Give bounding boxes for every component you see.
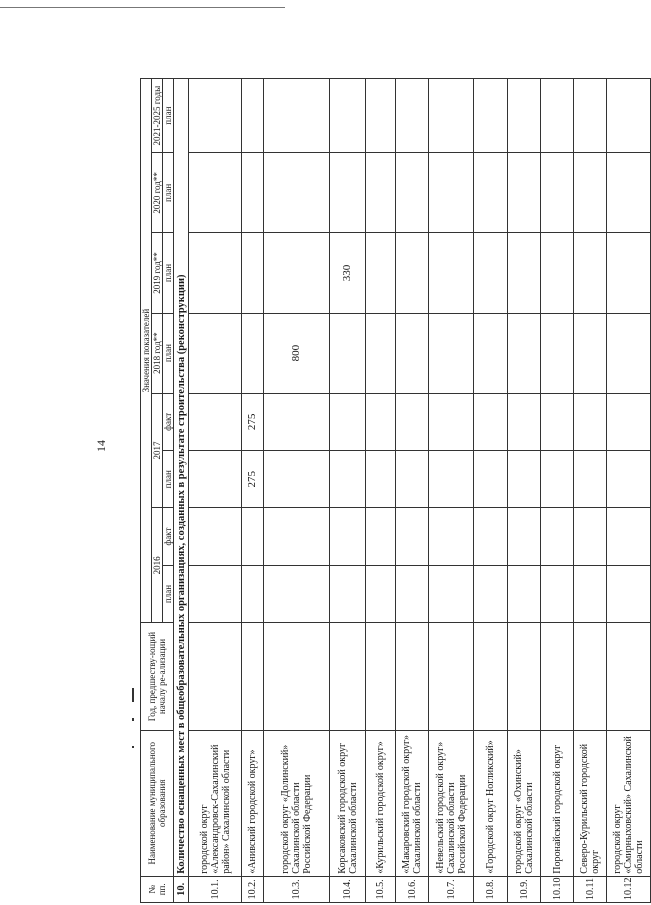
cell-2017-plan bbox=[366, 451, 396, 508]
cell-2017-plan bbox=[508, 451, 541, 508]
cell-2016-plan bbox=[607, 565, 651, 622]
row-number: 10.12 bbox=[607, 876, 651, 902]
cell-2016-plan bbox=[574, 565, 607, 622]
row-municipality: городской округ «Смирныховский» Сахалинской области bbox=[607, 730, 651, 876]
table-row bbox=[330, 79, 366, 903]
header-plan: план bbox=[163, 79, 174, 153]
cell-2017-plan bbox=[189, 451, 242, 508]
cell-2020-plan bbox=[541, 153, 574, 233]
row-municipality: городской округ «Долинский» Сахалинской области Российской Федерации bbox=[264, 730, 330, 876]
cell-base-year bbox=[396, 623, 429, 731]
row-municipality: Поронайский городской округ bbox=[541, 730, 574, 876]
cell-2019-plan bbox=[474, 233, 508, 313]
row-municipality: Корсаковский городской округ Сахалинской области bbox=[330, 730, 366, 876]
header-years-2021-2025: 2021-2025 годы bbox=[152, 79, 163, 153]
cell-2017-fact bbox=[508, 393, 541, 450]
cell-2020-plan bbox=[396, 153, 429, 233]
cell-2020-plan bbox=[607, 153, 651, 233]
cell-2019-plan bbox=[264, 233, 330, 313]
header-fact: факт bbox=[163, 508, 174, 565]
margin-mark bbox=[132, 688, 134, 702]
table-row bbox=[242, 79, 264, 903]
cell-2016-fact bbox=[264, 508, 330, 565]
row-municipality: «Анивский городской округ» bbox=[242, 730, 264, 876]
cell-2017-fact bbox=[429, 393, 474, 450]
header-year-2020: 2020 год** bbox=[152, 153, 163, 233]
cell-2016-fact bbox=[330, 508, 366, 565]
cell-2016-fact bbox=[474, 508, 508, 565]
cell-2018-plan bbox=[396, 313, 429, 393]
cell-base-year bbox=[330, 623, 366, 731]
cell-base-year bbox=[242, 623, 264, 731]
cell-2017-fact bbox=[264, 393, 330, 450]
cell-2021-2025-plan bbox=[508, 79, 541, 153]
cell-base-year bbox=[474, 623, 508, 731]
cell-2018-plan bbox=[508, 313, 541, 393]
cell-2019-plan bbox=[242, 233, 264, 313]
cell-2021-2025-plan bbox=[574, 79, 607, 153]
margin-mark bbox=[132, 718, 134, 721]
table-row bbox=[541, 79, 574, 903]
cell-2017-plan bbox=[607, 451, 651, 508]
cell-2018-plan bbox=[574, 313, 607, 393]
table-row bbox=[366, 79, 396, 903]
cell-2021-2025-plan bbox=[607, 79, 651, 153]
cell-2021-2025-plan bbox=[189, 79, 242, 153]
cell-2020-plan bbox=[242, 153, 264, 233]
table-row bbox=[607, 79, 651, 903]
cell-2017-fact bbox=[574, 393, 607, 450]
cell-base-year bbox=[541, 623, 574, 731]
header-municipality: Наименование муниципального образования bbox=[141, 730, 174, 876]
cell-2016-plan bbox=[242, 565, 264, 622]
cell-2018-plan bbox=[607, 313, 651, 393]
cell-2021-2025-plan bbox=[541, 79, 574, 153]
cell-2016-plan bbox=[264, 565, 330, 622]
cell-2016-plan bbox=[541, 565, 574, 622]
cell-base-year bbox=[429, 623, 474, 731]
cell-2019-plan bbox=[429, 233, 474, 313]
cell-2021-2025-plan bbox=[366, 79, 396, 153]
cell-2016-plan bbox=[396, 565, 429, 622]
cell-base-year bbox=[607, 623, 651, 731]
cell-2018-plan bbox=[474, 313, 508, 393]
table-row bbox=[396, 79, 429, 903]
cell-2017-plan bbox=[264, 451, 330, 508]
cell-2017-plan bbox=[396, 451, 429, 508]
table-row bbox=[189, 79, 242, 903]
row-municipality: «Макаровский городской округ» Сахалинской области bbox=[396, 730, 429, 876]
cell-2018-plan bbox=[330, 313, 366, 393]
header-base-year: Год, предшеству-ющий началу ре-ализации bbox=[141, 623, 174, 731]
row-number: 10.4. bbox=[330, 876, 366, 902]
header-year-2019: 2019 год** bbox=[152, 233, 163, 313]
row-number: 10.9. bbox=[508, 876, 541, 902]
cell-base-year bbox=[508, 623, 541, 731]
cell-2016-plan bbox=[429, 565, 474, 622]
cell-base-year bbox=[264, 623, 330, 731]
row-number: 10.10 bbox=[541, 876, 574, 902]
table-row bbox=[429, 79, 474, 903]
header-plan: план bbox=[163, 565, 174, 622]
section-row bbox=[174, 79, 189, 903]
cell-2018-plan bbox=[541, 313, 574, 393]
cell-2017-fact bbox=[189, 393, 242, 450]
cell-2016-fact bbox=[189, 508, 242, 565]
cell-base-year bbox=[574, 623, 607, 731]
cell-base-year bbox=[189, 623, 242, 731]
table-row bbox=[474, 79, 508, 903]
cell-2020-plan bbox=[330, 153, 366, 233]
cell-2019-plan bbox=[607, 233, 651, 313]
cell-2020-plan bbox=[189, 153, 242, 233]
header-plan: план bbox=[163, 153, 174, 233]
section-number: 10. bbox=[174, 876, 189, 902]
cell-2016-fact bbox=[242, 508, 264, 565]
cell-2019-plan bbox=[574, 233, 607, 313]
row-number: 10.3. bbox=[264, 876, 330, 902]
cell-2020-plan bbox=[574, 153, 607, 233]
table-row bbox=[264, 79, 330, 903]
row-number: 10.6. bbox=[396, 876, 429, 902]
cell-2018-plan bbox=[366, 313, 396, 393]
cell-2016-fact bbox=[508, 508, 541, 565]
cell-2021-2025-plan bbox=[242, 79, 264, 153]
cell-2018-plan: 800 bbox=[264, 313, 330, 393]
header-fact: факт bbox=[163, 393, 174, 450]
header-year-2018: 2018 год** bbox=[152, 313, 163, 393]
cell-2018-plan bbox=[242, 313, 264, 393]
cell-2016-fact bbox=[366, 508, 396, 565]
cell-2016-fact bbox=[396, 508, 429, 565]
cell-2021-2025-plan bbox=[474, 79, 508, 153]
cell-2021-2025-plan bbox=[429, 79, 474, 153]
cell-2017-plan bbox=[474, 451, 508, 508]
cell-2017-plan bbox=[330, 451, 366, 508]
table-row bbox=[574, 79, 607, 903]
row-number: 10.5. bbox=[366, 876, 396, 902]
cell-2016-fact bbox=[541, 508, 574, 565]
cell-2016-plan bbox=[508, 565, 541, 622]
row-municipality: Северо-Курильский городской округ bbox=[574, 730, 607, 876]
cell-2017-fact bbox=[541, 393, 574, 450]
margin-mark bbox=[132, 746, 134, 748]
cell-2016-plan bbox=[366, 565, 396, 622]
cell-2017-fact: 275 bbox=[242, 393, 264, 450]
cell-2017-fact bbox=[396, 393, 429, 450]
header-number: № пп. bbox=[141, 876, 174, 902]
cell-2017-fact bbox=[474, 393, 508, 450]
cell-2020-plan bbox=[429, 153, 474, 233]
rotated-table-sheet bbox=[140, 78, 645, 903]
row-number: 10.11 bbox=[574, 876, 607, 902]
cell-2021-2025-plan bbox=[264, 79, 330, 153]
cell-2018-plan bbox=[189, 313, 242, 393]
cell-2019-plan bbox=[508, 233, 541, 313]
cell-2017-plan bbox=[429, 451, 474, 508]
cell-2016-fact bbox=[574, 508, 607, 565]
cell-2019-plan: 330 bbox=[330, 233, 366, 313]
cell-2016-fact bbox=[429, 508, 474, 565]
cell-2020-plan bbox=[508, 153, 541, 233]
cell-2017-plan: 275 bbox=[242, 451, 264, 508]
header-year-2017: 2017 bbox=[152, 393, 163, 508]
row-municipality: «Городской округ Ногликский» bbox=[474, 730, 508, 876]
cell-2021-2025-plan bbox=[330, 79, 366, 153]
cell-2016-fact bbox=[607, 508, 651, 565]
scan-edge-line bbox=[0, 7, 285, 8]
cell-2020-plan bbox=[366, 153, 396, 233]
cell-2019-plan bbox=[541, 233, 574, 313]
row-municipality: городской округ «Охинский» Сахалинской области bbox=[508, 730, 541, 876]
cell-2019-plan bbox=[189, 233, 242, 313]
cell-2018-plan bbox=[429, 313, 474, 393]
row-number: 10.7. bbox=[429, 876, 474, 902]
row-municipality: городской округ «Александровск-Сахалинский район» Сахалинской области bbox=[189, 730, 242, 876]
cell-2017-fact bbox=[607, 393, 651, 450]
cell-2017-fact bbox=[330, 393, 366, 450]
indicator-table bbox=[140, 78, 651, 903]
row-number: 10.2. bbox=[242, 876, 264, 902]
header-plan: план bbox=[163, 313, 174, 393]
header-plan: план bbox=[163, 451, 174, 508]
header-values-group: Значения показателей bbox=[141, 79, 152, 623]
section-title: Количество оснащенных мест в общеобразовательных организациях, созданных в результате строительства (реконструкции) bbox=[174, 79, 189, 877]
cell-2017-plan bbox=[541, 451, 574, 508]
row-municipality: «Курильский городской округ» bbox=[366, 730, 396, 876]
cell-2019-plan bbox=[366, 233, 396, 313]
cell-2016-plan bbox=[474, 565, 508, 622]
row-municipality: «Невельский городской округ» Сахалинской области Российской Федерации bbox=[429, 730, 474, 876]
cell-2017-fact bbox=[366, 393, 396, 450]
cell-base-year bbox=[366, 623, 396, 731]
page-number: 14 bbox=[94, 440, 108, 452]
cell-2019-plan bbox=[396, 233, 429, 313]
cell-2016-plan bbox=[189, 565, 242, 622]
header-year-2016: 2016 bbox=[152, 508, 163, 623]
cell-2020-plan bbox=[264, 153, 330, 233]
table-row bbox=[508, 79, 541, 903]
row-number: 10.1. bbox=[189, 876, 242, 902]
cell-2016-plan bbox=[330, 565, 366, 622]
header-plan: план bbox=[163, 233, 174, 313]
cell-2021-2025-plan bbox=[396, 79, 429, 153]
cell-2017-plan bbox=[574, 451, 607, 508]
cell-2020-plan bbox=[474, 153, 508, 233]
row-number: 10.8. bbox=[474, 876, 508, 902]
